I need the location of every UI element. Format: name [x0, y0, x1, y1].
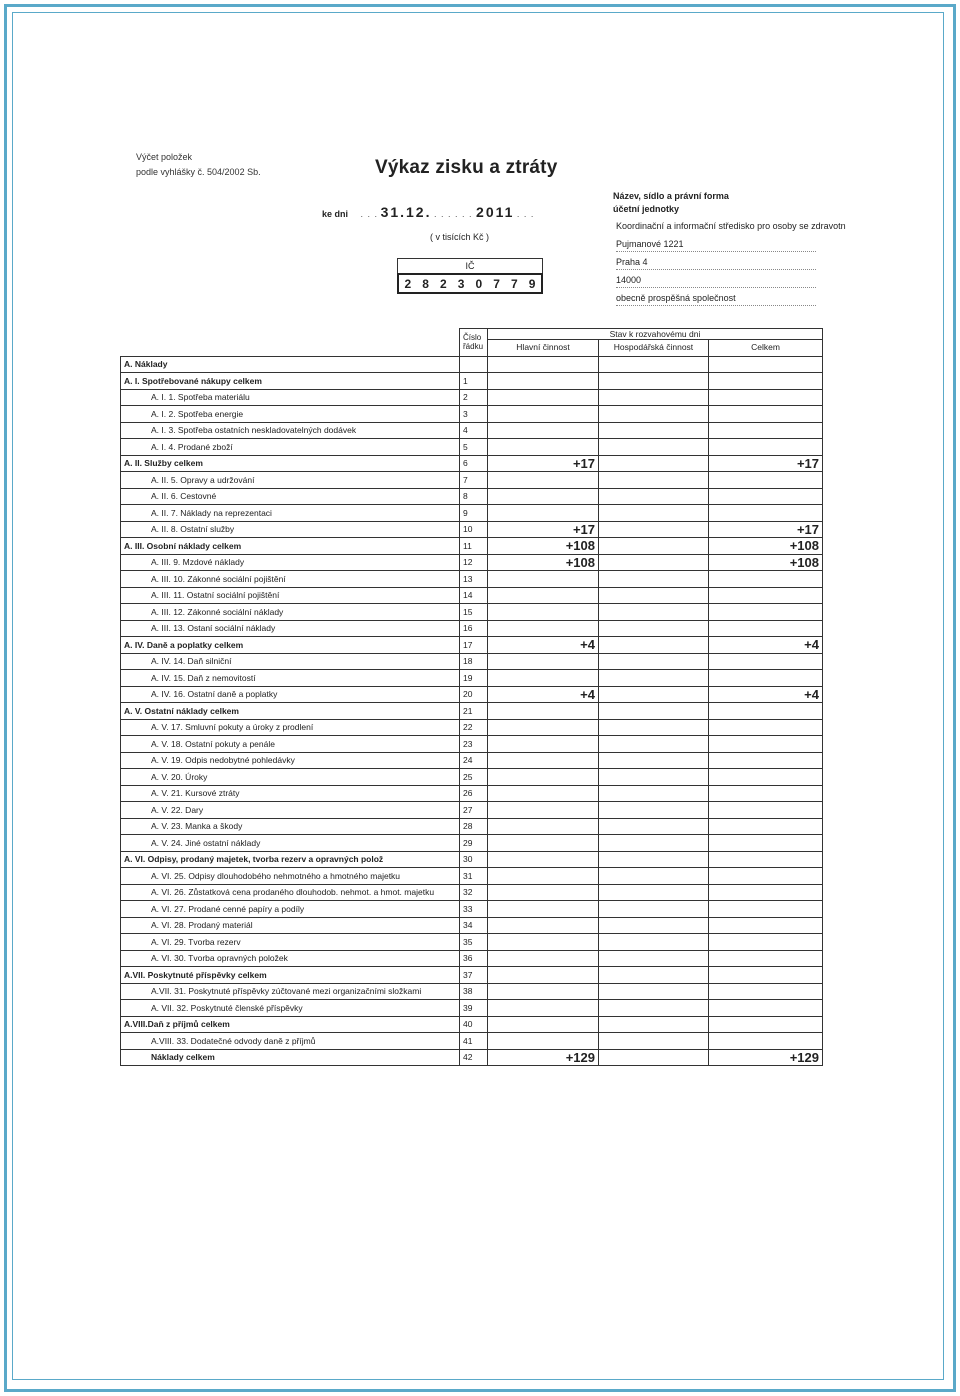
row-label: A. V. 23. Manka a škody — [121, 818, 460, 835]
ic-digit: 2 — [404, 276, 412, 291]
table-row — [121, 752, 823, 769]
table-row — [121, 917, 823, 934]
row-number: 33 — [460, 901, 488, 918]
row-total-value — [709, 439, 823, 456]
row-label: A. I. Spotřebované nákupy celkem — [121, 373, 460, 390]
row-total-value: +17 — [709, 521, 823, 538]
row-main-value — [488, 670, 599, 687]
row-label: A. II. 6. Cestovné — [121, 488, 460, 505]
row-label: A. V. 18. Ostatní pokuty a penále — [121, 736, 460, 753]
row-main-value — [488, 983, 599, 1000]
row-main-value — [488, 835, 599, 852]
row-total-value — [709, 670, 823, 687]
ic-digit: 7 — [493, 276, 500, 291]
row-number: 41 — [460, 1033, 488, 1050]
row-main-value — [488, 472, 599, 489]
row-main-value — [488, 802, 599, 819]
table-row — [121, 373, 823, 390]
row-economic-value — [599, 703, 709, 720]
row-economic-value — [599, 587, 709, 604]
units-note: ( v tisících Kč ) — [430, 232, 490, 242]
row-economic-value — [599, 769, 709, 786]
row-main-value: +108 — [488, 554, 599, 571]
row-label: A. I. 3. Spotřeba ostatních neskladovatelných dodávek — [121, 422, 460, 439]
report-date: ke dni . . . 31.12. . . . . . . 2011 . . . — [322, 204, 535, 220]
row-economic-value — [599, 1000, 709, 1017]
table-row — [121, 604, 823, 621]
year-value: 2011 — [476, 204, 515, 220]
row-total-value — [709, 389, 823, 406]
table-row — [121, 455, 823, 472]
row-number: 11 — [460, 538, 488, 555]
row-total-value — [709, 769, 823, 786]
table-row — [121, 686, 823, 703]
row-number: 18 — [460, 653, 488, 670]
row-total-value — [709, 587, 823, 604]
table-row — [121, 587, 823, 604]
decree-reference — [136, 150, 261, 180]
row-number: 31 — [460, 868, 488, 885]
row-main-value — [488, 719, 599, 736]
row-number: 28 — [460, 818, 488, 835]
row-label: A. VII. 32. Poskytnuté členské příspěvky — [121, 1000, 460, 1017]
row-number: 7 — [460, 472, 488, 489]
row-total-value — [709, 505, 823, 522]
table-row — [121, 637, 823, 654]
row-economic-value — [599, 356, 709, 373]
row-label: A.VIII.Daň z příjmů celkem — [121, 1016, 460, 1033]
row-number: 36 — [460, 950, 488, 967]
row-main-value — [488, 851, 599, 868]
row-label: A. II. Služby celkem — [121, 455, 460, 472]
row-main-value — [488, 769, 599, 786]
row-economic-value — [599, 1016, 709, 1033]
row-label: A. I. 4. Prodané zboží — [121, 439, 460, 456]
row-economic-value — [599, 521, 709, 538]
row-main-value — [488, 934, 599, 951]
row-label: A. III. 11. Ostatní sociální pojištění — [121, 587, 460, 604]
row-number: 32 — [460, 884, 488, 901]
row-economic-value — [599, 472, 709, 489]
row-number: 20 — [460, 686, 488, 703]
table-row — [121, 950, 823, 967]
row-economic-value — [599, 835, 709, 852]
date-label: ke dni — [322, 209, 349, 219]
row-label: A. VI. 28. Prodaný materiál — [121, 917, 460, 934]
row-main-value — [488, 917, 599, 934]
row-economic-value — [599, 505, 709, 522]
row-economic-value — [599, 554, 709, 571]
row-total-value — [709, 571, 823, 588]
table-row — [121, 571, 823, 588]
row-number: 15 — [460, 604, 488, 621]
row-main-value — [488, 884, 599, 901]
row-economic-value — [599, 818, 709, 835]
row-main-value: +108 — [488, 538, 599, 555]
row-number: 4 — [460, 422, 488, 439]
row-number: 21 — [460, 703, 488, 720]
table-row — [121, 389, 823, 406]
row-main-value — [488, 1000, 599, 1017]
row-label: A. Náklady — [121, 356, 460, 373]
row-main-value — [488, 785, 599, 802]
row-number: 38 — [460, 983, 488, 1000]
table-row — [121, 884, 823, 901]
table-row — [121, 1033, 823, 1050]
table-row — [121, 802, 823, 819]
row-total-value — [709, 851, 823, 868]
row-economic-value — [599, 571, 709, 588]
row-total-value — [709, 422, 823, 439]
row-economic-value — [599, 653, 709, 670]
row-total-value — [709, 373, 823, 390]
row-number: 10 — [460, 521, 488, 538]
row-main-value — [488, 868, 599, 885]
row-total-value — [709, 653, 823, 670]
row-number: 42 — [460, 1049, 488, 1066]
row-label: A. IV. Daně a poplatky celkem — [121, 637, 460, 654]
row-main-value — [488, 356, 599, 373]
table-row — [121, 439, 823, 456]
row-total-value: +108 — [709, 538, 823, 555]
row-label: A. VI. 29. Tvorba rezerv — [121, 934, 460, 951]
row-economic-value — [599, 670, 709, 687]
col-main-activity: Hlavní činnost — [488, 340, 599, 357]
table-row — [121, 505, 823, 522]
table-row — [121, 868, 823, 885]
decree-line-2: podle vyhlášky č. 504/2002 Sb. — [136, 167, 261, 177]
table-row — [121, 851, 823, 868]
row-label: A. VI. 30. Tvorba opravných položek — [121, 950, 460, 967]
page-title: Výkaz zisku a ztráty — [375, 157, 558, 178]
table-row — [121, 538, 823, 555]
table-row — [121, 719, 823, 736]
row-label: A. V. 22. Dary — [121, 802, 460, 819]
ic-digit: 0 — [475, 276, 483, 291]
row-main-value — [488, 950, 599, 967]
row-label: A. IV. 14. Daň silniční — [121, 653, 460, 670]
table-row — [121, 785, 823, 802]
row-economic-value — [599, 389, 709, 406]
row-economic-value — [599, 1049, 709, 1066]
row-number: 40 — [460, 1016, 488, 1033]
table-row — [121, 1000, 823, 1017]
row-total-value — [709, 818, 823, 835]
row-label: A.VIII. 33. Dodatečné odvody daně z příjmů — [121, 1033, 460, 1050]
row-label: A. I. 1. Spotřeba materiálu — [121, 389, 460, 406]
row-number: 29 — [460, 835, 488, 852]
row-number: 30 — [460, 851, 488, 868]
row-label: A. IV. 16. Ostatní daně a poplatky — [121, 686, 460, 703]
row-economic-value — [599, 983, 709, 1000]
row-economic-value — [599, 604, 709, 621]
row-main-value: +4 — [488, 686, 599, 703]
row-main-value — [488, 1033, 599, 1050]
row-total-value — [709, 406, 823, 423]
row-main-value — [488, 439, 599, 456]
row-number: 27 — [460, 802, 488, 819]
decree-line-1: Výčet položek — [136, 152, 193, 162]
col-row-number: Číslo řádku — [460, 329, 488, 357]
row-total-value — [709, 719, 823, 736]
row-economic-value — [599, 884, 709, 901]
row-total-value — [709, 1000, 823, 1017]
row-total-value — [709, 868, 823, 885]
row-number: 25 — [460, 769, 488, 786]
ic-box — [397, 258, 543, 294]
row-total-value — [709, 1016, 823, 1033]
row-economic-value — [599, 422, 709, 439]
row-total-value — [709, 967, 823, 984]
row-economic-value — [599, 719, 709, 736]
row-main-value: +129 — [488, 1049, 599, 1066]
row-number: 24 — [460, 752, 488, 769]
row-label: A. III. 10. Zákonné sociální pojištění — [121, 571, 460, 588]
table-row — [121, 554, 823, 571]
row-main-value: +17 — [488, 521, 599, 538]
row-label: A. II. 7. Náklady na reprezentaci — [121, 505, 460, 522]
row-main-value — [488, 505, 599, 522]
row-economic-value — [599, 901, 709, 918]
row-total-value — [709, 620, 823, 637]
col-total: Celkem — [709, 340, 823, 357]
row-number: 39 — [460, 1000, 488, 1017]
row-total-value — [709, 752, 823, 769]
row-total-value — [709, 901, 823, 918]
row-main-value — [488, 389, 599, 406]
table-row — [121, 1049, 823, 1066]
row-number: 9 — [460, 505, 488, 522]
row-main-value — [488, 736, 599, 753]
row-economic-value — [599, 406, 709, 423]
row-main-value — [488, 587, 599, 604]
table-row — [121, 422, 823, 439]
row-label: A. VI. 26. Zůstatková cena prodaného dlouhodob. nehmot. a hmot. majetku — [121, 884, 460, 901]
row-label: A.VII. Poskytnuté příspěvky celkem — [121, 967, 460, 984]
row-number: 8 — [460, 488, 488, 505]
row-total-value: +129 — [709, 1049, 823, 1066]
row-label: A. I. 2. Spotřeba energie — [121, 406, 460, 423]
row-number: 22 — [460, 719, 488, 736]
entity-legal-form: obecně prospěšná společnost — [616, 291, 816, 306]
row-total-value: +4 — [709, 637, 823, 654]
row-main-value — [488, 818, 599, 835]
table-row — [121, 835, 823, 852]
row-label: A. VI. Odpisy, prodaný majetek, tvorba rezerv a opravných polož — [121, 851, 460, 868]
table-row — [121, 967, 823, 984]
row-economic-value — [599, 802, 709, 819]
row-label: A. III. 13. Ostaní sociální náklady — [121, 620, 460, 637]
row-main-value — [488, 571, 599, 588]
row-label: A. V. 20. Úroky — [121, 769, 460, 786]
table-row — [121, 1016, 823, 1033]
table-row — [121, 736, 823, 753]
row-total-value — [709, 950, 823, 967]
ic-digit: 7 — [511, 276, 518, 291]
row-economic-value — [599, 373, 709, 390]
row-economic-value — [599, 785, 709, 802]
row-number: 16 — [460, 620, 488, 637]
row-total-value — [709, 356, 823, 373]
row-economic-value — [599, 637, 709, 654]
entity-name: Koordinační a informační středisko pro osoby se zdravotn — [616, 221, 846, 231]
table-row — [121, 983, 823, 1000]
row-main-value: +4 — [488, 637, 599, 654]
row-number: 5 — [460, 439, 488, 456]
ic-digit: 9 — [528, 276, 536, 291]
row-economic-value — [599, 538, 709, 555]
row-total-value — [709, 488, 823, 505]
row-economic-value — [599, 851, 709, 868]
entity-zip: 14000 — [616, 273, 816, 288]
row-total-value — [709, 1033, 823, 1050]
entity-heading-line-1: Název, sídlo a právní forma — [613, 191, 729, 201]
row-economic-value — [599, 752, 709, 769]
row-economic-value — [599, 1033, 709, 1050]
row-economic-value — [599, 620, 709, 637]
row-label: A. III. 9. Mzdové náklady — [121, 554, 460, 571]
row-economic-value — [599, 868, 709, 885]
row-label: Náklady celkem — [121, 1049, 460, 1066]
entity-street: Pujmanové 1221 — [616, 237, 816, 252]
table-row — [121, 818, 823, 835]
row-total-value — [709, 736, 823, 753]
table-row — [121, 521, 823, 538]
row-total-value — [709, 983, 823, 1000]
row-main-value — [488, 967, 599, 984]
row-total-value — [709, 917, 823, 934]
row-label: A. V. Ostatní náklady celkem — [121, 703, 460, 720]
row-number: 35 — [460, 934, 488, 951]
col-economic-activity: Hospodářská činnost — [599, 340, 709, 357]
row-main-value — [488, 703, 599, 720]
table-row — [121, 472, 823, 489]
row-main-value — [488, 653, 599, 670]
row-number: 37 — [460, 967, 488, 984]
row-label: A. V. 17. Smluvní pokuty a úroky z prodlení — [121, 719, 460, 736]
row-main-value: +17 — [488, 455, 599, 472]
row-economic-value — [599, 488, 709, 505]
row-total-value — [709, 835, 823, 852]
table-row — [121, 769, 823, 786]
row-number: 14 — [460, 587, 488, 604]
row-total-value: +108 — [709, 554, 823, 571]
table-row — [121, 620, 823, 637]
table-row — [121, 901, 823, 918]
table-row — [121, 703, 823, 720]
ic-digit: 3 — [457, 276, 465, 291]
table-row — [121, 934, 823, 951]
row-economic-value — [599, 934, 709, 951]
row-number: 23 — [460, 736, 488, 753]
row-economic-value — [599, 950, 709, 967]
row-economic-value — [599, 736, 709, 753]
row-label: A. VI. 25. Odpisy dlouhodobého nehmotného a hmotného majetku — [121, 868, 460, 885]
row-total-value: +4 — [709, 686, 823, 703]
row-total-value: +17 — [709, 455, 823, 472]
row-total-value — [709, 604, 823, 621]
row-main-value — [488, 620, 599, 637]
date-value: 31.12. — [380, 204, 432, 220]
table-row — [121, 406, 823, 423]
row-total-value — [709, 802, 823, 819]
entity-heading — [613, 190, 729, 216]
row-total-value — [709, 472, 823, 489]
row-number: 26 — [460, 785, 488, 802]
row-number: 12 — [460, 554, 488, 571]
table-row — [121, 653, 823, 670]
row-number — [460, 356, 488, 373]
entity-city: Praha 4 — [616, 255, 816, 270]
table-row — [121, 356, 823, 373]
income-statement-table — [120, 328, 823, 1066]
row-label: A. V. 21. Kursové ztráty — [121, 785, 460, 802]
row-number: 3 — [460, 406, 488, 423]
row-main-value — [488, 488, 599, 505]
row-number: 17 — [460, 637, 488, 654]
row-label: A. III. Osobní náklady celkem — [121, 538, 460, 555]
row-total-value — [709, 703, 823, 720]
row-label: A. V. 24. Jiné ostatní náklady — [121, 835, 460, 852]
row-economic-value — [599, 917, 709, 934]
col-group-header: Stav k rozvahovému dni — [488, 329, 823, 340]
row-label: A.VII. 31. Poskytnuté příspěvky zúčtované mezi organizačními složkami — [121, 983, 460, 1000]
row-number: 13 — [460, 571, 488, 588]
row-main-value — [488, 901, 599, 918]
row-economic-value — [599, 686, 709, 703]
row-total-value — [709, 934, 823, 951]
table-row — [121, 670, 823, 687]
row-label: A. V. 19. Odpis nedobytné pohledávky — [121, 752, 460, 769]
row-main-value — [488, 373, 599, 390]
ic-value — [397, 273, 543, 294]
row-main-value — [488, 406, 599, 423]
row-main-value — [488, 604, 599, 621]
row-main-value — [488, 1016, 599, 1033]
row-total-value — [709, 884, 823, 901]
row-economic-value — [599, 439, 709, 456]
row-label: A. IV. 15. Daň z nemovitostí — [121, 670, 460, 687]
ic-digit: 8 — [422, 276, 429, 291]
row-number: 19 — [460, 670, 488, 687]
row-number: 34 — [460, 917, 488, 934]
table-row — [121, 488, 823, 505]
row-number: 1 — [460, 373, 488, 390]
row-total-value — [709, 785, 823, 802]
row-number: 6 — [460, 455, 488, 472]
row-economic-value — [599, 455, 709, 472]
ic-digit: 2 — [440, 276, 447, 291]
row-label: A. III. 12. Zákonné sociální náklady — [121, 604, 460, 621]
row-number: 2 — [460, 389, 488, 406]
row-label: A. II. 5. Opravy a udržování — [121, 472, 460, 489]
row-label: A. II. 8. Ostatní služby — [121, 521, 460, 538]
entity-heading-line-2: účetní jednotky — [613, 204, 680, 214]
ic-label: IČ — [397, 258, 543, 273]
row-label: A. VI. 27. Prodané cenné papíry a podíly — [121, 901, 460, 918]
row-economic-value — [599, 967, 709, 984]
row-main-value — [488, 752, 599, 769]
row-main-value — [488, 422, 599, 439]
